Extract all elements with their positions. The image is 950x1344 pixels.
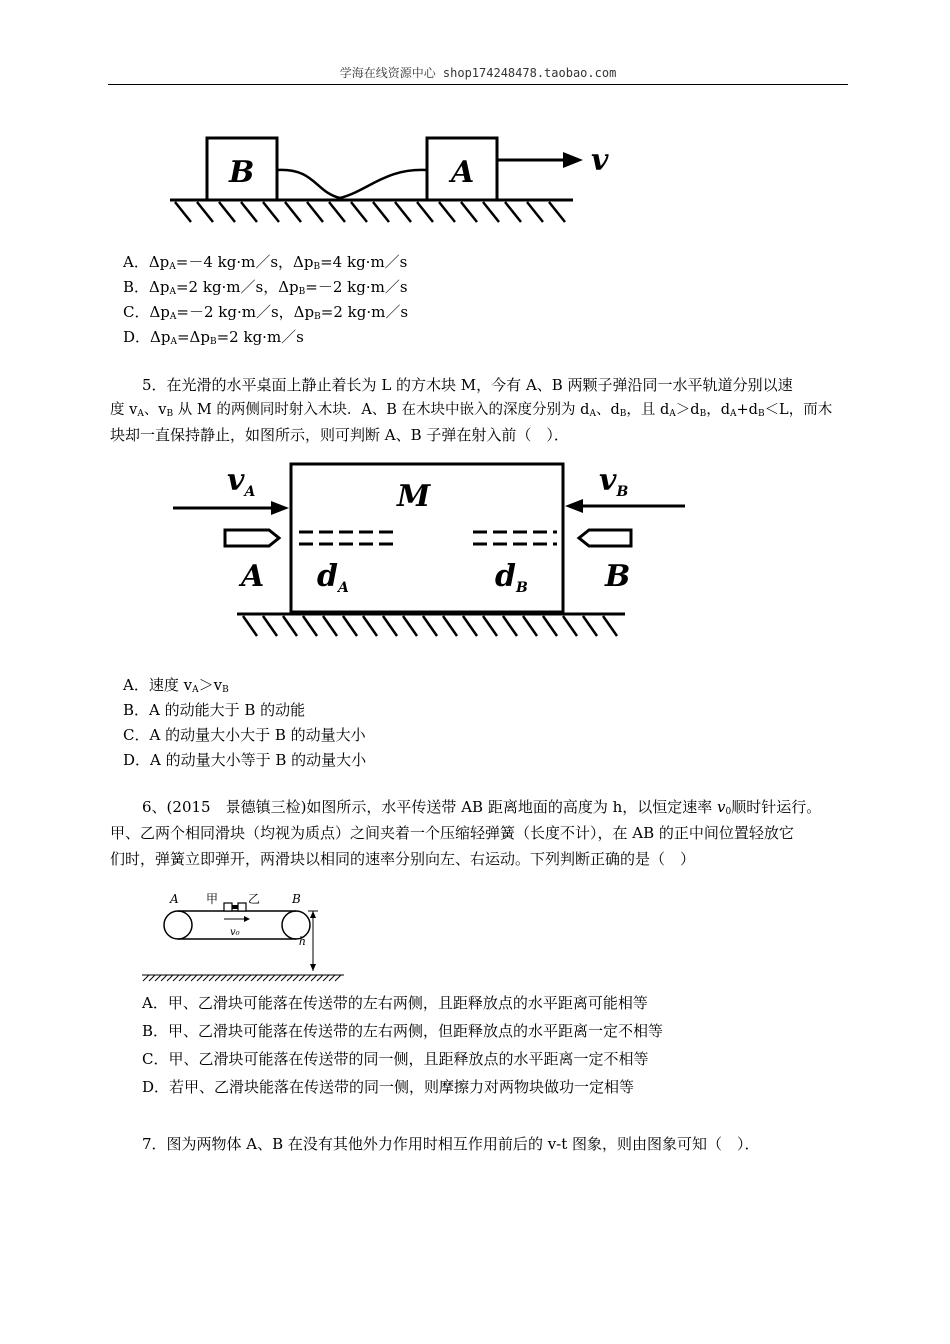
slider-jia	[224, 903, 232, 911]
label-a: A	[451, 155, 475, 190]
q5-option-d: D．A 的动量大小等于 B 的动量大小	[123, 751, 367, 769]
label-b: B	[605, 559, 631, 594]
q5-option-c: C．A 的动量大小大于 B 的动量大小	[123, 726, 366, 744]
label-db: $d_B$	[495, 559, 528, 596]
q6-option-c: C．甲、乙滑块可能落在传送带的同一侧，且距释放点的水平距离一定不相等	[142, 1050, 649, 1068]
q6-option-b: B．甲、乙滑块可能落在传送带的左右两侧，但距释放点的水平距离一定不相等	[142, 1022, 664, 1040]
label-v0: v₀	[230, 927, 240, 938]
slider-yi	[238, 903, 246, 911]
q5-stem-line3: 块却一直保持静止，如图所示，则可判断 A、B 子弹在射入前（ ）．	[110, 426, 569, 444]
label-va: $v_A$	[227, 463, 256, 500]
q5-figure	[165, 458, 705, 643]
arrow-head	[563, 152, 583, 168]
q5-option-b: B．A 的动能大于 B 的动能	[123, 701, 306, 719]
label-yi: 乙	[248, 892, 261, 906]
q7-stem: 7．图为两物体 A、B 在没有其他外力作用时相互作用前后的 v-t 图象，则由图象可知（ ）．	[142, 1135, 760, 1153]
label-a: A	[241, 559, 265, 594]
q4-option-a: A．$\Delta p_A=-4$ kg·m／s，$\Delta p_B=4$ kg·m／s	[123, 253, 408, 272]
q5-stem-line1: 5．在光滑的水平桌面上静止着长为 L 的方木块 M，今有 A、B 两颗子弹沿同一水平轨道分别以速	[142, 376, 793, 394]
q4-option-d: D．$\Delta p_A=\Delta p_B=2$ kg·m／s	[123, 328, 304, 347]
label-v: v	[591, 143, 609, 178]
q6-stem-line1: 6、(2015 景德镇三检)如图所示，水平传送带 AB 距离地面的高度为 h，以恒定速率 $v_0$顺时针运行。	[142, 798, 822, 817]
header-rule	[108, 84, 848, 85]
rope	[277, 170, 427, 198]
bullet-a	[225, 530, 279, 546]
label-jia: 甲	[206, 892, 219, 906]
q6-stem-line3: 们时，弹簧立即弹开，两滑块以相同的速率分别向左、右运动。下列判断正确的是（ ）	[110, 850, 696, 868]
q6-figure	[140, 885, 350, 985]
label-b: B	[292, 892, 301, 906]
q6-stem-line2: 甲、乙两个相同滑块（均视为质点）之间夹着一个压缩轻弹簧（长度不计），在 AB 的正中间位置轻放它	[110, 824, 794, 842]
q4-option-b: B．$\Delta p_A=2$ kg·m／s，$\Delta p_B=-2$ kg·m／s	[123, 278, 408, 297]
q4-option-c: C．$\Delta p_A=-2$ kg·m／s，$\Delta p_B=2$ kg·m／s	[123, 303, 409, 322]
bullet-b	[579, 530, 631, 546]
q5-option-a: A．速度 $v_A>v_B$	[123, 676, 229, 695]
page-header: 学海在线资源中心 shop174248478.taobao.com	[339, 66, 617, 80]
label-da: $d_A$	[317, 559, 349, 596]
q4-figure	[165, 130, 625, 235]
q5-stem-line2: 度 $v_A$、$v_B$ 从 M 的两侧同时射入木块．A、B 在木块中嵌入的深度分别为 $d_A$、$d_B$，且 $d_A>d_B$，$d_A+d_B<L$，而木	[110, 402, 833, 419]
label-b: B	[229, 155, 255, 190]
label-m: M	[397, 479, 431, 514]
label-h: h	[298, 935, 306, 948]
label-vb: $v_B$	[599, 463, 629, 500]
q6-option-a: A．甲、乙滑块可能落在传送带的左右两侧，且距释放点的水平距离可能相等	[142, 994, 648, 1012]
q6-option-d: D．若甲、乙滑块能落在传送带的同一侧，则摩擦力对两物块做功一定相等	[142, 1078, 635, 1096]
label-a: A	[170, 892, 179, 906]
